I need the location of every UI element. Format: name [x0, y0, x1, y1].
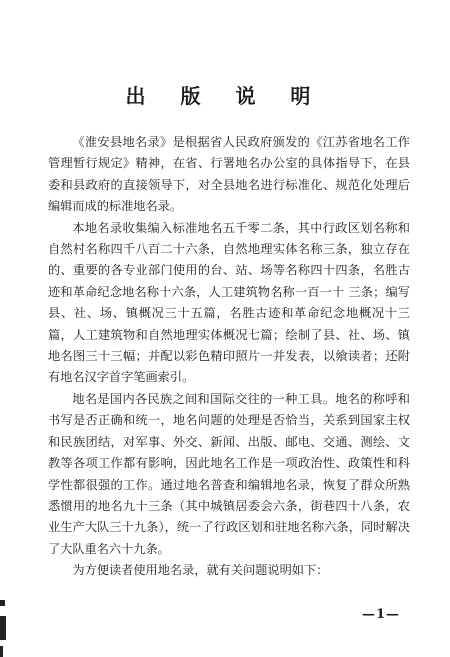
- paragraph-3: 地名是国内各民族之间和国际交往的一种工具。地名的称呼和书写是否正确和统一，地名问题的处理是否恰当，关系到国家主权和民族团结，对军事、外交、新闻、出版、邮电、交通、测绘、文教等各项工作都有影响，因此地名工作是一项政治性、政策性和科学性都很强的工作。通过地名普查和编辑地名录，恢复了群众所熟悉惯用的地名九十三条（其中城镇居委会六条，街巷四十八条，农业生产大队三十九条），统一了行政区划和驻地名称六条，同时解决了大队重名六十九条。: [48, 391, 410, 556]
- body-text: [48, 132, 410, 582]
- scan-edge-mark: [0, 600, 5, 606]
- paragraph-1: 《淮安县地名录》是根据省人民政府颁发的《江苏省地名工作管理暂行规定》精神，在省、行署地名办公室的具体指导下，在县委和县政府的直接领导下，对全县地名进行标准化、规范化处理后编辑而成的标准地名录。: [48, 135, 410, 214]
- page-title: 出 版 说 明: [125, 84, 325, 108]
- paragraph-2: 本地名录收集编入标准地名五千零二条，其中行政区划名称和自然村名称四千八百二十六条，自然地理实体名称三条，独立存在的、重要的各专业部门使用的台、站、场等名称四十四条，名胜古迹和革命纪念地名称十六条，人工建筑物名称一百一十 三条；编写县、社、场、镇概况三十五篇，名胜古迹和革命纪念地概况十三篇，人工建筑物和自然地理实体概况七篇；绘制了县、社、场、镇地名图三十三幅；并配以彩色精印照片一并发表，以飨读者；还附有地名汉字首字笔画索引。: [48, 220, 410, 385]
- scan-edge-mark: [0, 646, 3, 657]
- paragraph-4: 为方便读者使用地名录，就有关问题说明如下：: [72, 563, 329, 578]
- scan-edge-mark: [0, 616, 6, 640]
- page-number: —1—: [362, 607, 401, 622]
